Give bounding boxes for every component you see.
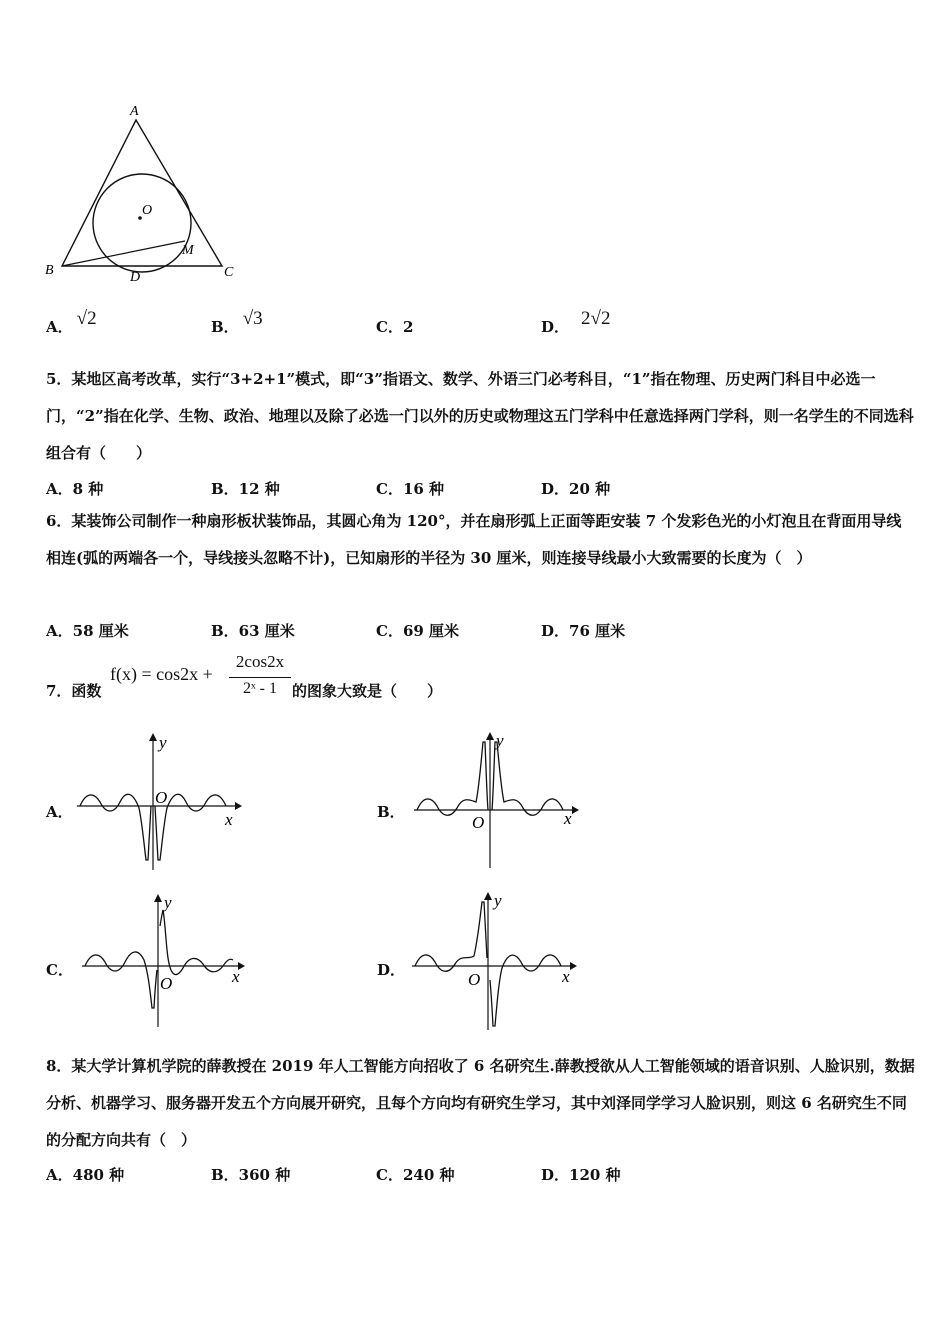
q5-option-d[interactable]: D．20 种 [541, 480, 611, 498]
option-letter: A． [46, 318, 73, 336]
x-axis-arrow-icon [235, 802, 242, 810]
q5-options [46, 478, 916, 504]
q7-graph-d[interactable] [410, 888, 590, 1033]
q7-graph-label-d[interactable]: D． [377, 961, 406, 979]
q7-suffix: 的图象大致是（ ） [292, 682, 443, 700]
triangle-incircle-figure [40, 98, 250, 288]
q7-graph-label-b[interactable]: B． [377, 803, 405, 821]
option-value: √3 [242, 308, 263, 329]
origin-label: O [155, 788, 168, 807]
option-letter: D． [541, 318, 570, 336]
q7-graph-b[interactable] [412, 728, 592, 873]
q7-fraction-bar [229, 677, 291, 678]
question-7-stem [46, 652, 916, 702]
origin-label: O [472, 813, 485, 832]
q5-option-c[interactable]: C．16 种 [376, 480, 445, 498]
curve-c [85, 910, 233, 1008]
q4-option-d[interactable] [541, 308, 611, 338]
q6-option-b[interactable]: B．63 厘米 [211, 622, 295, 640]
q6-option-a[interactable]: A．58 厘米 [46, 622, 129, 640]
x-axis-arrow-icon [570, 962, 577, 970]
vertex-label-b: B [45, 263, 54, 278]
option-value: √2 [76, 308, 97, 329]
point-label-d: D [130, 270, 141, 285]
option-letter: C． [376, 318, 403, 336]
q8-option-a[interactable]: A．480 种 [46, 1166, 125, 1184]
x-axis-arrow-icon [572, 806, 579, 814]
q7-graph-c[interactable] [80, 890, 260, 1030]
q6-option-c[interactable]: C．69 厘米 [376, 622, 460, 640]
x-axis-label: x [225, 810, 233, 829]
y-axis-arrow-icon [154, 894, 162, 902]
q8-option-b[interactable]: B．360 种 [211, 1166, 291, 1184]
q8-options [46, 1164, 916, 1190]
q5-option-b[interactable]: B．12 种 [211, 480, 280, 498]
x-axis-label: x [564, 809, 572, 828]
q4-options [46, 308, 916, 348]
q8-option-d[interactable]: D．120 种 [541, 1166, 621, 1184]
triangle-abc [62, 120, 222, 266]
y-axis-label: y [159, 733, 167, 752]
question-8-text: 8．某大学计算机学院的薛教授在 2019 年人工智能方向招收了 6 名研究生.薛教授欲从人工智能领域的语音识别、人脸识别，数据分析、机器学习、服务器开发五个方向展开研究，且每个方向均有研究生学习，其中刘泽同学学习人脸识别，则这 6 名研究生不同的分配方向共有（ ） [46, 1057, 915, 1149]
y-axis-label: y [496, 731, 504, 750]
q7-formula-numerator: 2cos2x [235, 652, 285, 671]
q4-option-c[interactable] [376, 316, 413, 337]
q7-prefix: 7．函数 [46, 682, 102, 700]
q7-graph-a[interactable] [75, 732, 255, 872]
point-label-m: M [182, 243, 194, 258]
point-label-o: O [142, 203, 153, 218]
q7-formula-denominator: 2ˣ - 1 [243, 680, 277, 697]
option-value: 2√2 [581, 308, 611, 329]
y-axis-arrow-icon [486, 732, 494, 740]
q4-option-a[interactable] [46, 308, 97, 338]
q7-formula-lhs: f(x) = cos2x + [110, 664, 213, 684]
q5-option-a[interactable]: A．8 种 [46, 480, 104, 498]
q7-graph-label-c[interactable]: C． [46, 961, 73, 979]
y-axis-label: y [494, 891, 502, 910]
question-5-text: 5．某地区高考改革，实行“3+2+1”模式，即“3”指语文、数学、外语三门必考科目，“1”指在物理、历史两门科目中必选一门，“2”指在化学、生物、政治、地理以及除了必选一门以外的历史或物理这五门学科中任意选择两门学科，则一名学生的不同选科组合有（ ） [46, 370, 914, 462]
option-letter: B． [211, 318, 239, 336]
x-axis-label: x [562, 967, 570, 986]
x-axis-label: x [232, 967, 240, 986]
segment-bm [62, 241, 185, 266]
question-6-text: 6．某装饰公司制作一种扇形板状装饰品，其圆心角为 120°，并在扇形弧上正面等距安装 7 个发彩色光的小灯泡且在背面用导线相连(弧的两端各一个，导线接头忽略不计)，已知扇形的半径为 30 厘米，则连接导线最小大致需要的长度为（ ） [46, 512, 902, 567]
q7-graph-label-a[interactable]: A． [46, 803, 73, 821]
q4-option-b[interactable] [211, 308, 263, 338]
y-axis-arrow-icon [149, 733, 157, 741]
origin-label: O [160, 974, 173, 993]
origin-label: O [468, 970, 481, 989]
q6-option-d[interactable]: D．76 厘米 [541, 622, 626, 640]
vertex-label-a: A [130, 104, 139, 119]
q8-option-c[interactable]: C．240 种 [376, 1166, 455, 1184]
option-value: 2 [402, 318, 414, 336]
vertex-label-c: C [224, 265, 234, 280]
y-axis-arrow-icon [484, 892, 492, 900]
y-axis-label: y [164, 893, 172, 912]
q6-options [46, 620, 916, 646]
